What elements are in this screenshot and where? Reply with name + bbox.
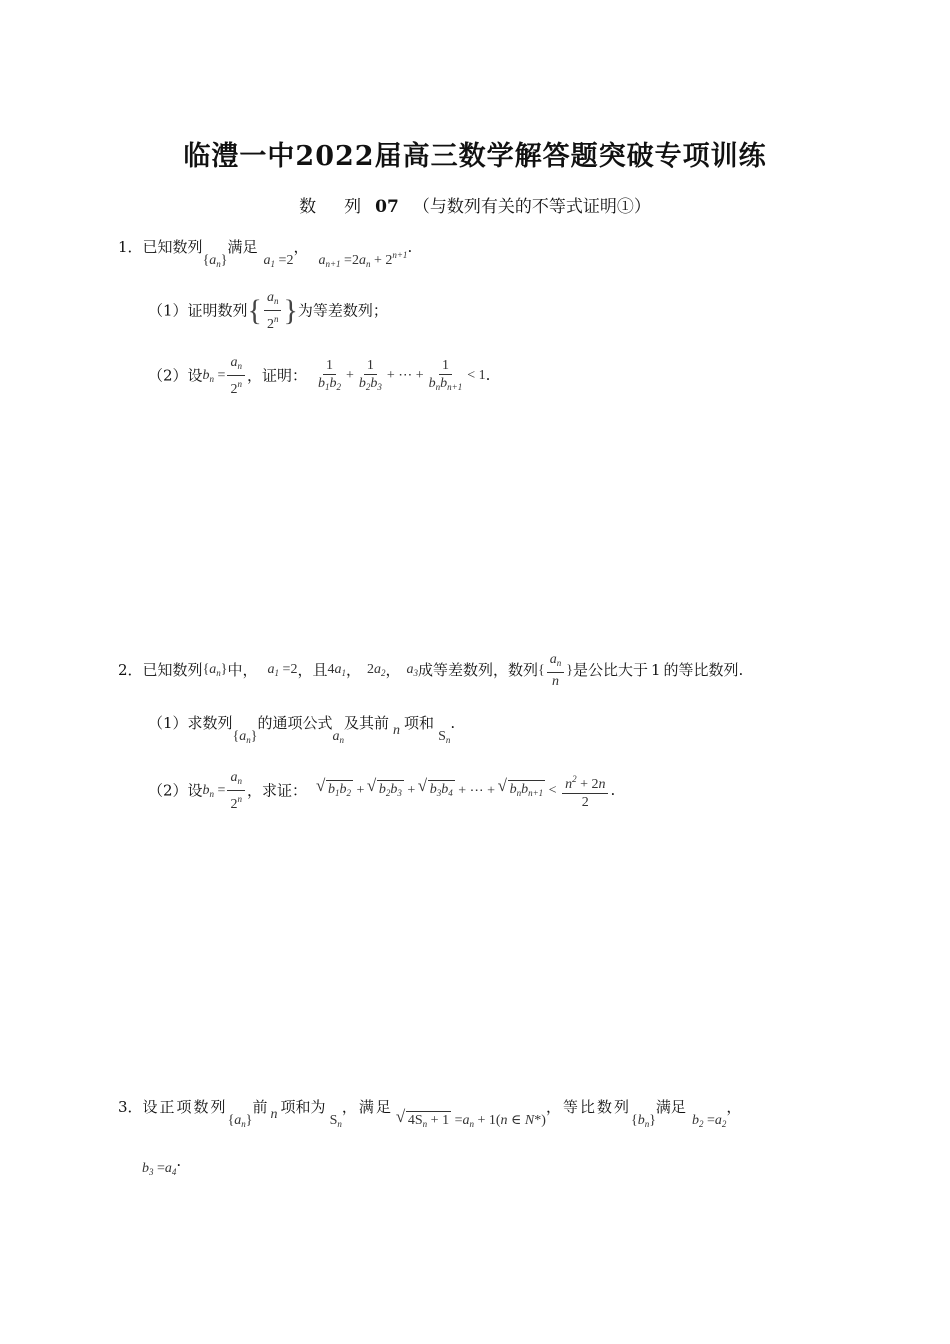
problem-text: ，满足 [341,1098,393,1116]
problem-text: ， [293,238,309,256]
problem-2-part-2 [148,770,615,812]
subtitle-number: 07 [375,197,399,217]
math-seq-an: $\{a_n\}$ [202,253,228,269]
subtitle-topic: （与数列有关的不等式证明①） [412,197,651,217]
page-title: 临澧一中2022届高三数学解答题突破专项训练 [183,141,767,172]
part-text: . [610,781,616,800]
problem-text: 已知数列 [142,238,203,256]
math-bn-def: $b_n$ = $\frac{a_n}{2^n}$ [203,368,247,383]
problem-2-part-1 [148,712,456,745]
problem-1-stem [118,236,413,269]
part-text: ，求证： [246,781,307,800]
math-inequality-1: $\frac{1}{b_1b_2}$ + $\frac{1}{b_2b_3}$ + ⋯ + $\frac{1}{b_nb_{n+1}}$ < 1 [317,357,486,392]
problem-number: 2． [118,661,143,680]
problem-text: ， [385,661,401,680]
part-text: 的通项公式 [257,714,333,732]
problem-2-stem [118,652,743,689]
problem-number: 3． [118,1098,143,1116]
problem-text: . [176,1152,182,1170]
problem-text: 已知数列 [142,661,203,680]
math-b2-eq-a2: $b_2 =a_2$ [691,1113,727,1129]
math-a3: $a_3$ [406,661,418,678]
math-inequality-2: √ $b_1b_2$ + √ $b_2b_3$ + √ $b_3b_4$ + ⋯ + √ $b_nb_{n+1}$ < $\frac{n^2 + 2n}{2}$ [317,783,611,798]
part-text: ，证明： [246,366,307,385]
problem-number-one: 1 [651,660,661,679]
problem-text: 成等差数列，数列 [418,661,539,680]
math-an: $a_n$ [332,729,345,745]
problem-text: ， [345,661,361,680]
math-seq-bn: $\{b_n\}$ [630,1113,656,1129]
math-2a2: $2a_2$ [366,661,386,678]
math-recurrence: $a_{n+1} =2a_n + 2^{n+1}$ [318,250,408,269]
problem-number: 1． [118,238,143,256]
part-label: （2）设 [148,781,203,800]
math-seq-an-over-2n: { $\frac{a_n}{2^n}$ } [247,290,298,332]
part-label: （1）求数列 [148,714,233,732]
math-b3-eq-a4: $b_3 =a_4$ [142,1161,177,1177]
math-Sn: $S_n$ [438,729,451,745]
math-4a1: $4a_1$ [327,661,346,678]
problem-text: 前 [252,1098,268,1116]
problem-text: . [407,238,413,256]
math-n: n [270,1107,278,1122]
problem-text: 的等比数列. [663,661,744,680]
math-a1: $a_1 =2$ [263,253,294,269]
problem-text: ，且 [297,661,328,680]
math-seq-an-over-n: { $\frac{a_n}{n}$ } [538,652,573,689]
math-bn-def: $b_n$ = $\frac{a_n}{2^n}$ [203,783,247,798]
problem-1-part-2 [148,355,490,397]
subtitle-part1: 数 [299,197,317,217]
problem-text: 满足 [227,238,258,256]
problem-text: 是公比大于 [572,661,648,680]
page-subtitle [0,192,950,217]
math-a1: $a_1 =2$ [267,661,298,678]
problem-3-stem [118,1096,742,1129]
part-text: 及其前 [344,714,390,732]
part-text: 项和 [404,714,435,732]
problem-text: ， [726,1098,742,1116]
problem-1-part-1 [148,290,388,332]
math-n: n [393,723,401,738]
problem-3-stem-cont [142,1152,182,1177]
math-Sn: $S_n$ [329,1113,342,1129]
part-label: （1）证明数列 [148,301,248,320]
subtitle-part2: 列 [344,197,362,217]
problem-text: 设正项数列 [142,1098,228,1116]
part-text: . [450,714,456,732]
math-seq-an: $\{a_n\}$ [202,661,228,678]
math-seq-an: $\{a_n\}$ [227,1113,253,1129]
problem-text: 项和为 [280,1098,326,1116]
problem-text: 满足 [655,1098,686,1116]
part-text: . [485,366,491,385]
problem-text: ，等比数列 [545,1098,631,1116]
part-label: （2）设 [148,366,203,385]
problem-text: 中， [227,661,258,680]
math-condition: √ $4S_n + 1 =a_n + 1(n$ ∈ N*) [397,1113,546,1128]
part-text: 为等差数列； [297,301,388,320]
math-seq-an: $\{a_n\}$ [232,729,258,745]
